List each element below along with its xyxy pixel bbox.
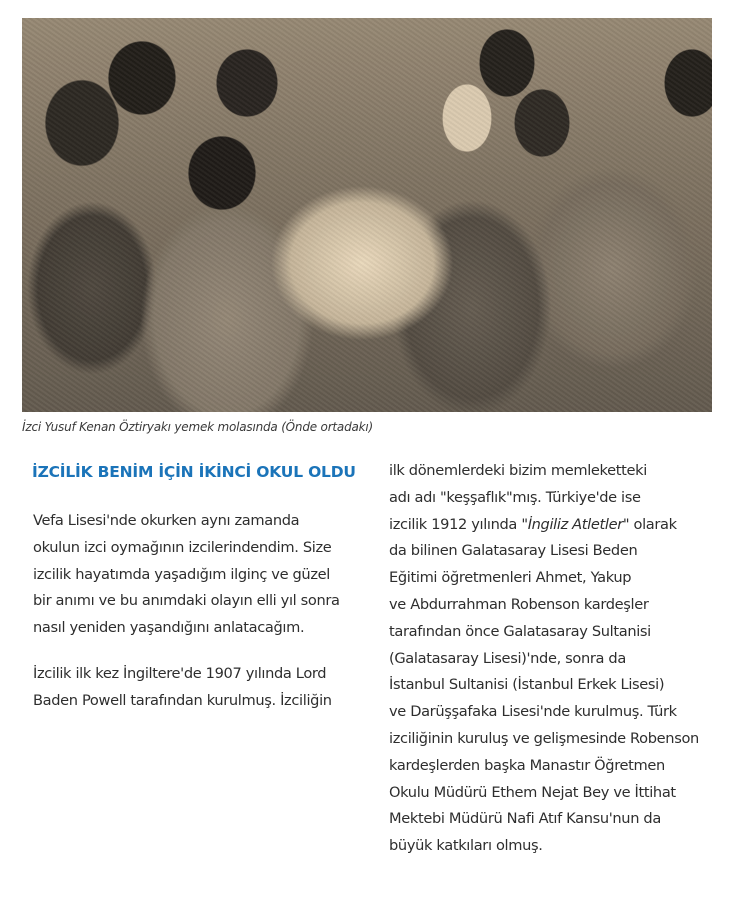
text-line: Okulu Müdürü Ethem Nejat Bey ve İttihat — [389, 783, 676, 801]
text-line: İzcilik ilk kez İngiltere'de 1907 yılında Lord — [33, 665, 327, 682]
text-line: kardeşlerden başka Manastır Öğretmen — [389, 756, 665, 774]
emphasized-term: İngiliz Atletler — [527, 515, 623, 533]
article-heading: İZCİLİK BENİM İÇİN İKİNCİ OKUL OLDU — [32, 463, 356, 481]
paragraph-intro — [33, 508, 340, 642]
text-line: adı adı "keşşaflık"mış. Türkiye'de ise — [389, 488, 641, 506]
text-line: bir anımı ve bu anımdaki olayın elli yıl sonra — [33, 592, 340, 610]
text-line: da bilinen Galatasaray Lisesi Beden — [389, 542, 638, 560]
text-line: Mektebi Müdürü Nafi Atıf Kansu'nun da — [389, 810, 661, 828]
text-line: büyük katkıları olmuş. — [389, 837, 543, 855]
text-segment: " olarak — [622, 515, 677, 533]
text-line: Eğitimi öğretmenleri Ahmet, Yakup — [389, 569, 632, 587]
text-line: ilk dönemlerdeki bizim memleketteki — [389, 462, 647, 479]
paragraph-history-continued — [389, 458, 699, 860]
text-line: izciliğinin kuruluş ve gelişmesinde Robenson — [389, 729, 699, 747]
text-line: nasıl yeniden yaşandığını anlatacağım. — [33, 619, 305, 637]
text-line: İstanbul Sultanisi (İstanbul Erkek Lisesi) — [389, 676, 665, 694]
text-line: ve Darüşşafaka Lisesi'nde kurulmuş. Türk — [389, 703, 677, 721]
paragraph-history-start — [33, 661, 332, 715]
photo-caption: İzci Yusuf Kenan Öztiryakı yemek molasında (Önde ortadakı) — [22, 420, 374, 434]
photo-grain-overlay — [22, 18, 712, 412]
text-line: (Galatasaray Lisesi)'nde, sonra da — [389, 649, 626, 667]
text-line: tarafından önce Galatasaray Sultanisi — [389, 622, 651, 640]
text-line: okulun izci oymağının izcilerindendim. Size — [33, 538, 332, 556]
text-line-with-emphasis — [389, 512, 699, 539]
scouts-meal-photo — [22, 18, 712, 412]
text-segment: izcilik 1912 yılında " — [389, 515, 528, 533]
text-line: Baden Powell tarafından kurulmuş. İzciliğin — [33, 691, 332, 709]
text-line: Vefa Lisesi'nde okurken aynı zamanda — [33, 512, 300, 529]
text-line: ve Abdurrahman Robenson kardeşler — [389, 595, 649, 613]
text-line: izcilik hayatımda yaşadığım ilginç ve güzel — [33, 565, 330, 583]
